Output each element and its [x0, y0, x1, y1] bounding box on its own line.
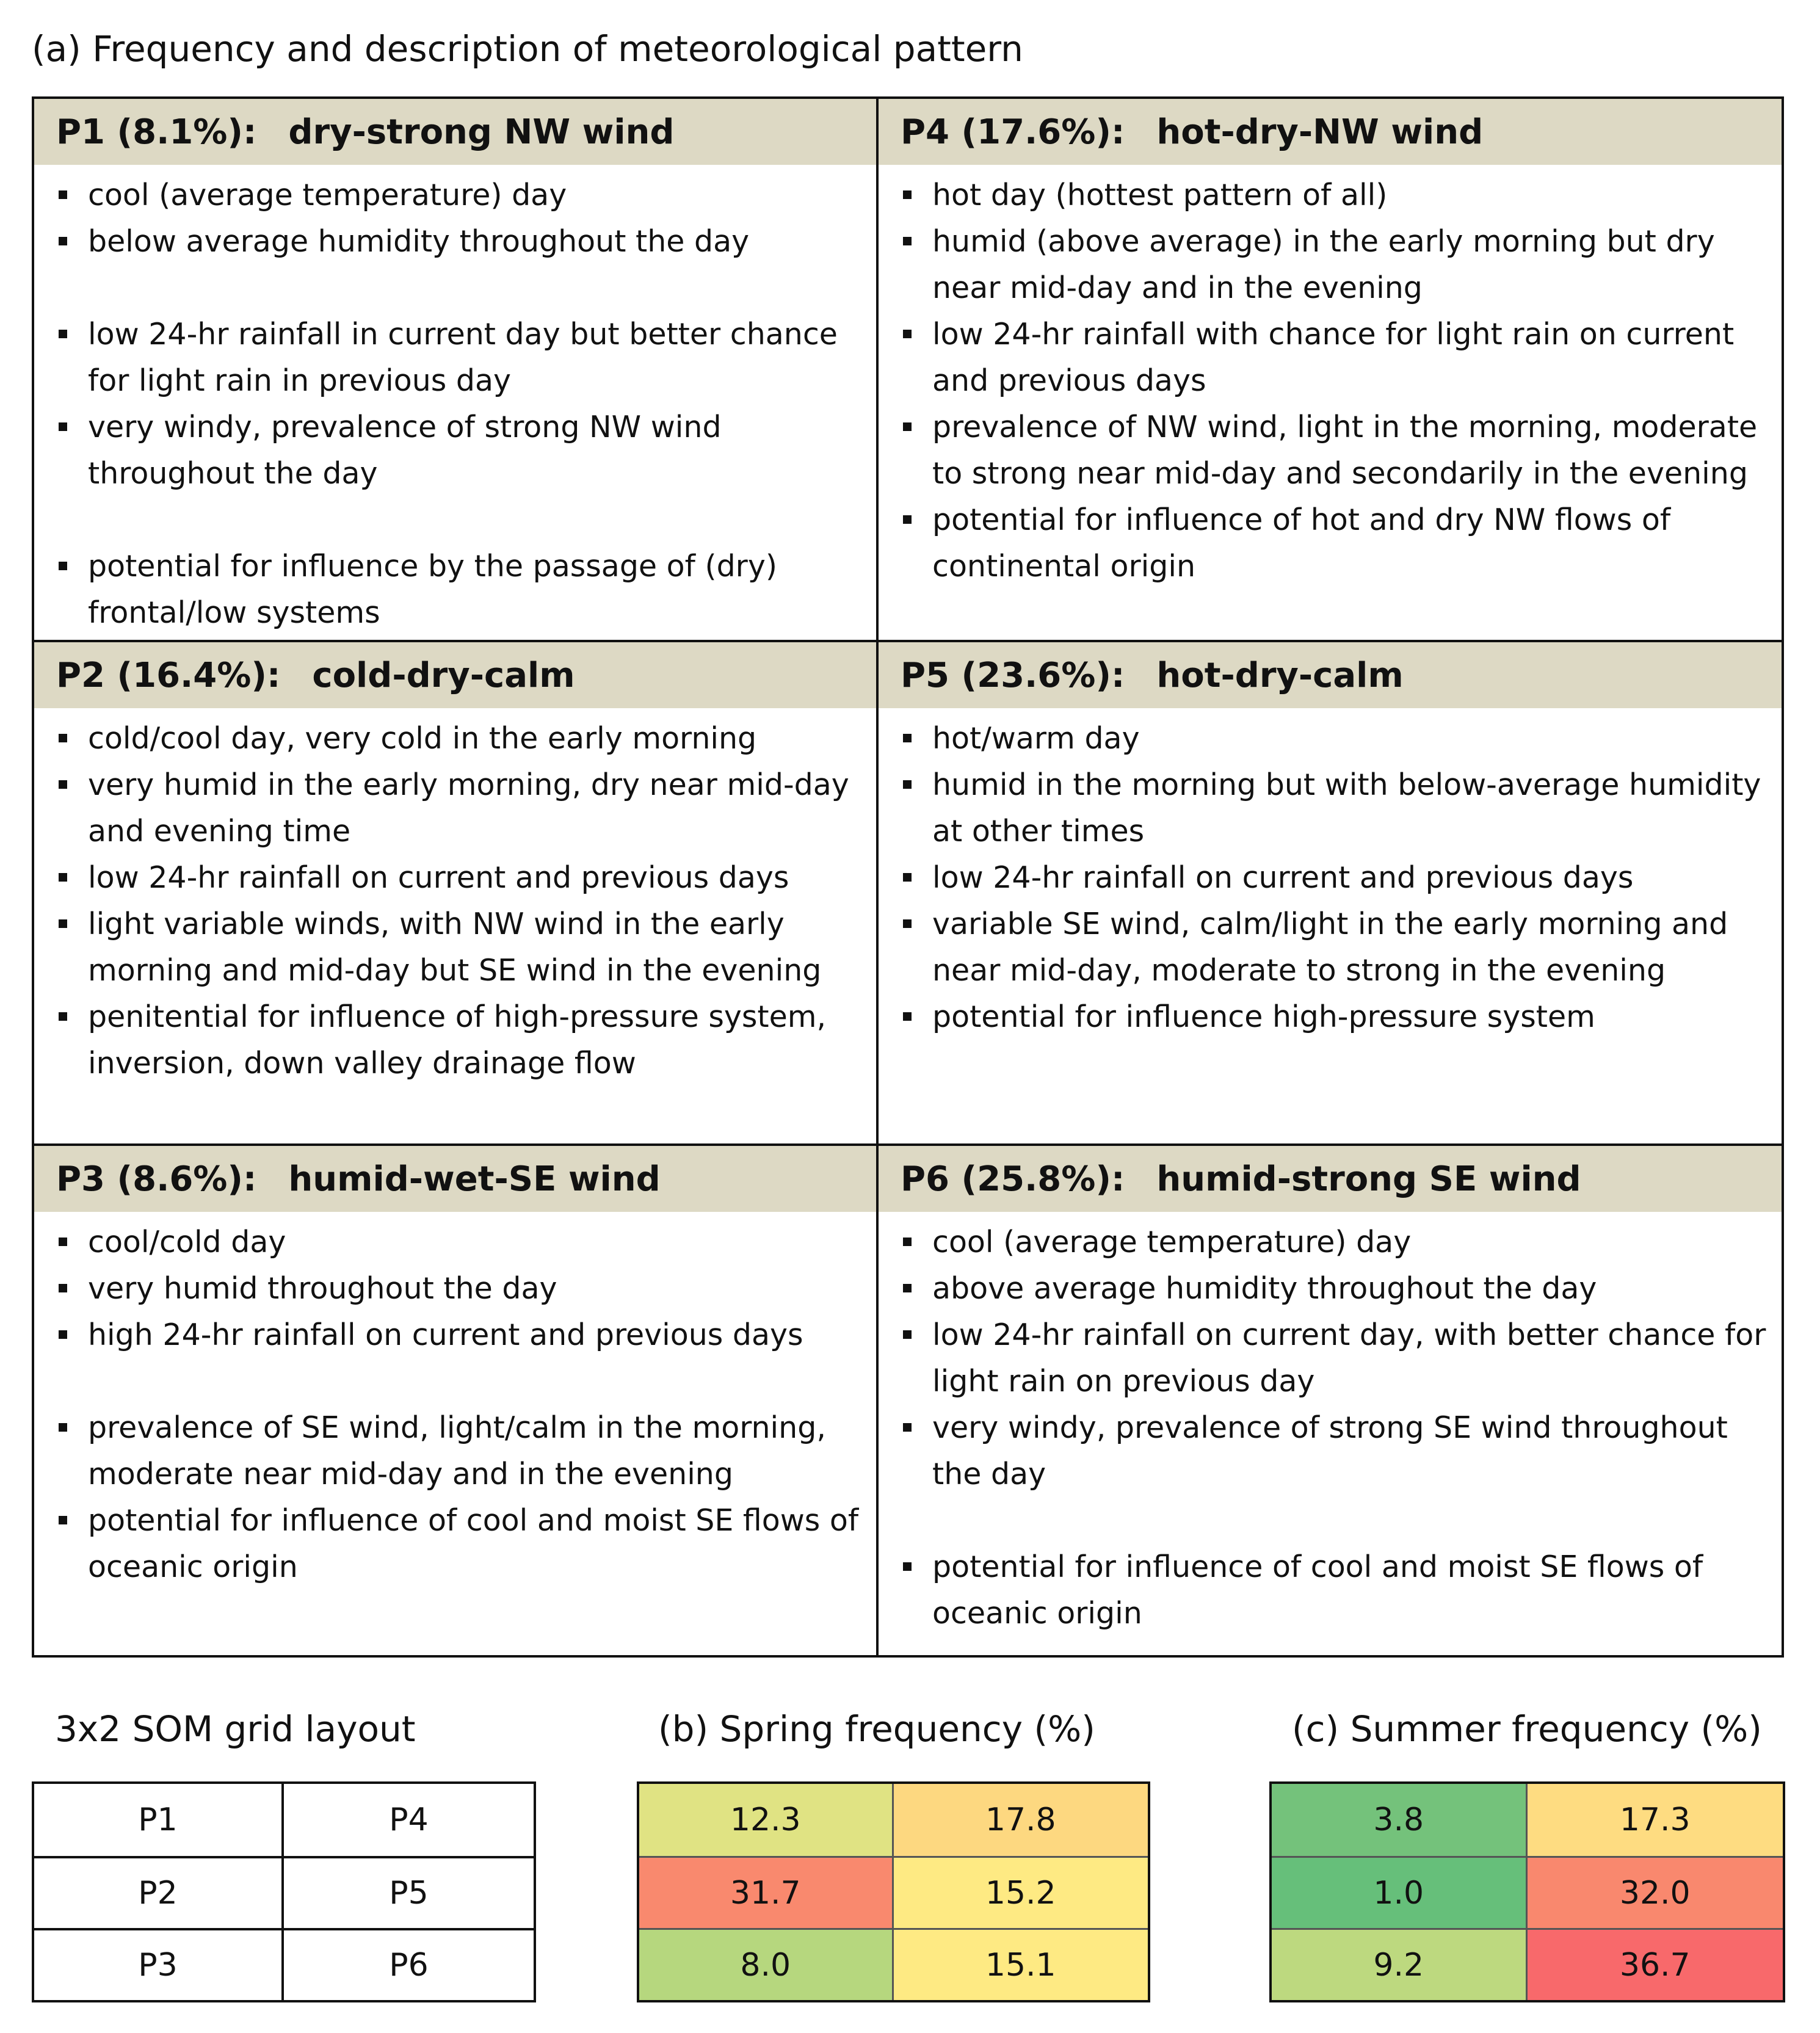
pattern-header: [879, 1146, 1782, 1212]
pattern-cell-p4: [879, 99, 1782, 640]
spring-frequency-title: (b) Spring frequency (%): [658, 1708, 1095, 1750]
bullet-item: humid in the morning but with below-average humidity at other times: [901, 762, 1782, 855]
som-cell: P4: [389, 1802, 429, 1838]
summer-frequency-title: (c) Summer frequency (%): [1292, 1708, 1762, 1750]
spring-cell-p6: 15.1: [894, 1928, 1148, 2000]
bullet-item: variable SE wind, calm/light in the early morning and near mid-day, moderate to strong in the evening: [901, 901, 1782, 994]
bullet-item: very humid in the early morning, dry near mid-day and evening time: [56, 762, 876, 855]
pattern-header: [879, 642, 1782, 708]
pattern-label: humid-wet-SE wind: [288, 1159, 661, 1199]
bullet-list: [34, 708, 876, 1087]
summer-cell-p3: 9.2: [1272, 1928, 1528, 2000]
spring-cell-p4: 17.8: [894, 1784, 1148, 1856]
spring-cell-p3: 8.0: [639, 1928, 894, 2000]
bullet-item: humid (above average) in the early morning but dry near mid-day and in the evening: [901, 219, 1782, 311]
pattern-cell-p5: [879, 640, 1782, 1143]
pattern-header: [34, 99, 876, 165]
pattern-name: P5 (23.6%):: [901, 655, 1125, 695]
summer-cell-p6: 36.7: [1528, 1928, 1783, 2000]
pattern-label: hot-dry-calm: [1156, 655, 1404, 695]
bullet-list: [879, 1212, 1782, 1637]
pattern-name: P3 (8.6%):: [56, 1159, 257, 1199]
bullet-item: very humid throughout the day: [56, 1266, 876, 1312]
spring-frequency-grid: [637, 1781, 1150, 2002]
som-grid-layout: [32, 1781, 536, 2002]
bullet-item: very windy, prevalence of strong NW wind throughout the day: [56, 404, 876, 497]
bullet-item: penitential for influence of high-pressure system, inversion, down valley drainage flow: [56, 994, 876, 1087]
som-cell: P5: [284, 1856, 534, 1928]
summer-cell-p4: 17.3: [1528, 1784, 1783, 1856]
pattern-header: [34, 1146, 876, 1212]
bullet-item: light variable winds, with NW wind in the early morning and mid-day but SE wind in the evening: [56, 901, 876, 994]
pattern-cell-p1: [34, 99, 879, 640]
bullet-item: above average humidity throughout the day: [901, 1266, 1782, 1312]
pattern-label: humid-strong SE wind: [1156, 1159, 1581, 1199]
bullet-item: potential for influence by the passage of (dry) frontal/low systems: [56, 543, 876, 636]
bullet-item: cold/cool day, very cold in the early morning: [56, 716, 876, 762]
pattern-name: P1 (8.1%):: [56, 112, 257, 152]
bullet-list: [34, 1212, 876, 1590]
pattern-label: hot-dry-NW wind: [1156, 112, 1484, 152]
bullet-list: [879, 708, 1782, 1040]
bullet-item: low 24-hr rainfall on current and previous days: [56, 855, 876, 901]
summer-cell-p2: 1.0: [1272, 1856, 1528, 1928]
summer-cell-p5: 32.0: [1528, 1856, 1783, 1928]
som-layout-title: 3x2 SOM grid layout: [55, 1708, 416, 1750]
bullet-list: [34, 165, 876, 636]
pattern-cell-p2: [34, 640, 879, 1143]
pattern-name: P2 (16.4%):: [56, 655, 281, 695]
spring-cell-p2: 31.7: [639, 1856, 894, 1928]
pattern-cell-p6: [879, 1143, 1782, 1655]
bullet-item: prevalence of NW wind, light in the morning, moderate to strong near mid-day and secondarily in the evening: [901, 404, 1782, 497]
pattern-label: dry-strong NW wind: [288, 112, 675, 152]
bullet-item: low 24-hr rainfall on current day, with better chance for light rain on previous day: [901, 1312, 1782, 1405]
bullet-item: cool (average temperature) day: [56, 172, 876, 219]
bullet-item: high 24-hr rainfall on current and previous days: [56, 1312, 876, 1358]
pattern-cell-p3: [34, 1143, 879, 1655]
panel-a-title: (a) Frequency and description of meteorological pattern: [32, 28, 1023, 70]
summer-cell-p1: 3.8: [1272, 1784, 1528, 1856]
pattern-header: [879, 99, 1782, 165]
bullet-list: [879, 165, 1782, 590]
bullet-item: cool/cold day: [56, 1219, 876, 1266]
bullet-item: potential for influence of cool and moist SE flows of oceanic origin: [56, 1498, 876, 1590]
bullet-item: low 24-hr rainfall with chance for light rain on current and previous days: [901, 311, 1782, 404]
spring-cell-p5: 15.2: [894, 1856, 1148, 1928]
spring-cell-p1: 12.3: [639, 1784, 894, 1856]
bullet-item: low 24-hr rainfall on current and previous days: [901, 855, 1782, 901]
bullet-item: potential for influence of hot and dry NW flows of continental origin: [901, 497, 1782, 590]
pattern-name: P4 (17.6%):: [901, 112, 1125, 152]
bullet-item: very windy, prevalence of strong SE wind throughout the day: [901, 1405, 1782, 1498]
bullet-item: low 24-hr rainfall in current day but better chance for light rain in previous day: [56, 311, 876, 404]
som-cell: P1: [34, 1784, 284, 1856]
som-cell: P6: [284, 1928, 534, 2000]
pattern-header: [34, 642, 876, 708]
bullet-item: prevalence of SE wind, light/calm in the morning, moderate near mid-day and in the evening: [56, 1405, 876, 1498]
bullet-item: below average humidity throughout the day: [56, 219, 876, 265]
bullet-item: hot/warm day: [901, 716, 1782, 762]
bullet-item: cool (average temperature) day: [901, 1219, 1782, 1266]
som-cell: P3: [34, 1928, 284, 2000]
bullet-item: potential for influence of cool and moist SE flows of oceanic origin: [901, 1544, 1782, 1637]
som-cell: P2: [34, 1856, 284, 1928]
bullet-item: hot day (hottest pattern of all): [901, 172, 1782, 219]
bullet-item: potential for influence high-pressure system: [901, 994, 1782, 1040]
summer-frequency-grid: [1269, 1781, 1785, 2002]
pattern-label: cold-dry-calm: [312, 655, 575, 695]
pattern-description-table: [32, 96, 1784, 1658]
pattern-name: P6 (25.8%):: [901, 1159, 1125, 1199]
